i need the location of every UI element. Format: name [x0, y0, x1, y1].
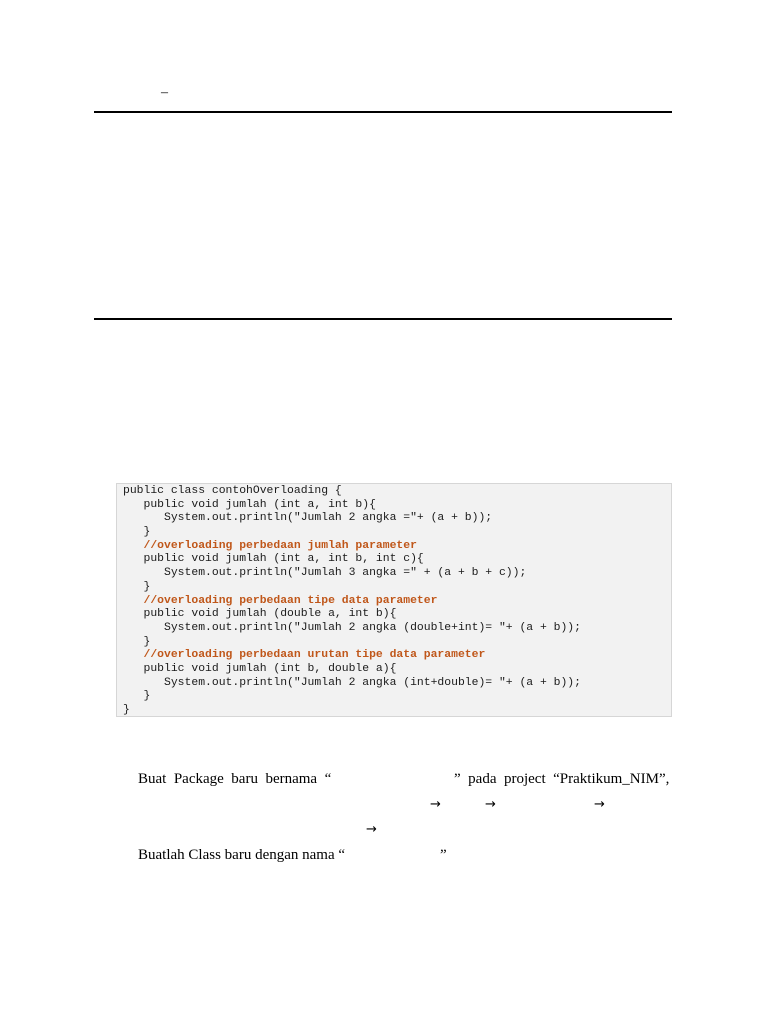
right-arrow-icon: →: [366, 822, 377, 837]
code-line: System.out.println("Jumlah 2 angka (int+double)= "+ (a + b));: [123, 676, 581, 689]
code-line: public void jumlah (int a, int b){: [123, 498, 376, 511]
code-example-box: [116, 483, 672, 717]
code-comment-line: //overloading perbedaan urutan tipe data parameter: [123, 649, 486, 662]
code-line: public void jumlah (double a, int b){: [123, 608, 397, 621]
right-arrow-icon: →: [594, 797, 605, 812]
step2-instruction-end: ”: [440, 847, 447, 863]
code-line: public void jumlah (int b, double a){: [123, 662, 397, 675]
code-line: public void jumlah (int a, int b, int c){: [123, 553, 424, 566]
step2-instruction-start: Buatlah Class baru dengan nama “: [138, 847, 346, 863]
code-comment-line: //overloading perbedaan jumlah parameter: [123, 539, 417, 552]
header-dash: –: [161, 85, 168, 100]
horizontal-rule-top: [94, 111, 672, 113]
code-line: }: [123, 690, 151, 703]
code-comment-line: //overloading perbedaan tipe data parameter: [123, 594, 438, 607]
right-arrow-icon: →: [485, 797, 496, 812]
horizontal-rule-bottom: [94, 318, 672, 320]
code-line: public class contohOverloading {: [123, 485, 342, 497]
right-arrow-icon: →: [430, 797, 441, 812]
code-line: }: [123, 526, 151, 539]
step1-instruction-start: Buat Package baru bernama “: [138, 771, 332, 787]
code-line: System.out.println("Jumlah 3 angka =" + (a + b + c));: [123, 567, 527, 580]
code-line: System.out.println("Jumlah 2 angka ="+ (a + b));: [123, 512, 493, 525]
code-line: }: [123, 580, 151, 593]
step1-instruction-end: ” pada project “Praktikum_NIM”,: [454, 771, 670, 787]
code-line: }: [123, 635, 151, 648]
code-line: }: [123, 704, 130, 716]
code-line: System.out.println("Jumlah 2 angka (double+int)= "+ (a + b));: [123, 621, 581, 634]
